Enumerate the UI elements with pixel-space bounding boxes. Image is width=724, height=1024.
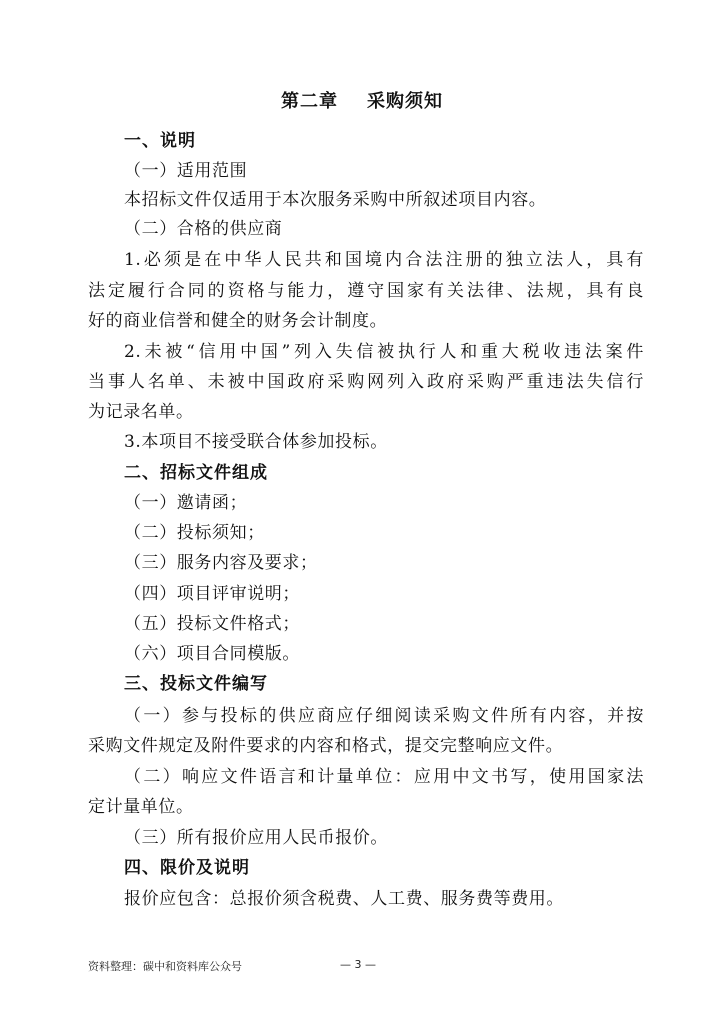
list-item: （二）投标须知； — [124, 523, 265, 543]
paragraph-line: （二）响应文件语言和计量单位：应用中文书写，使用国家法 — [124, 767, 644, 787]
paragraph-line: 法定履行合同的资格与能力，遵守国家有关法律、法规，具有良 — [88, 281, 644, 301]
paragraph-line: 报价应包含：总报价须含税费、人工费、服务费等费用。 — [124, 889, 564, 909]
subsection-heading: （一）适用范围 — [124, 161, 248, 181]
page-number: — 3 — — [340, 958, 376, 971]
paragraph-line: 好的商业信誉和健全的财务会计制度。 — [88, 311, 388, 331]
section-heading-4: 四、限价及说明 — [124, 858, 250, 878]
paragraph-line: 3.本项目不接受联合体参加投标。 — [124, 432, 388, 452]
list-item: （五）投标文件格式； — [124, 614, 300, 634]
subsection-heading: （二）合格的供应商 — [124, 219, 283, 239]
chapter-title: 第二章 采购须知 — [280, 91, 444, 112]
section-heading-1: 一、说明 — [124, 131, 196, 151]
list-item: （一）邀请函； — [124, 493, 248, 513]
paragraph-line: 定计量单位。 — [88, 797, 194, 817]
section-heading-3: 三、投标文件编写 — [124, 674, 268, 694]
footer-source: 资料整理：碳中和资料库公众号 — [88, 960, 242, 973]
section-heading-2: 二、招标文件组成 — [124, 463, 268, 483]
paragraph-line: 2.未被“信用中国”列入失信被执行人和重大税收违法案件 — [124, 342, 644, 362]
list-item: （六）项目合同模版。 — [124, 644, 300, 664]
paragraph-line: （三）所有报价应用人民币报价。 — [124, 828, 388, 848]
list-item: （三）服务内容及要求； — [124, 553, 318, 573]
paragraph-line: 1.必须是在中华人民共和国境内合法注册的独立法人，具有 — [124, 250, 644, 270]
paragraph-line: 采购文件规定及附件要求的内容和格式，提交完整响应文件。 — [88, 736, 564, 756]
list-item: （四）项目评审说明； — [124, 584, 300, 604]
paragraph-line: 当事人名单、未被中国政府采购网列入政府采购严重违法失信行 — [88, 372, 644, 392]
paragraph-line: 本招标文件仅适用于本次服务采购中所叙述项目内容。 — [124, 190, 547, 210]
paragraph-line: 为记录名单。 — [88, 402, 194, 422]
paragraph-line: （一）参与投标的供应商应仔细阅读采购文件所有内容，并按 — [124, 706, 644, 726]
